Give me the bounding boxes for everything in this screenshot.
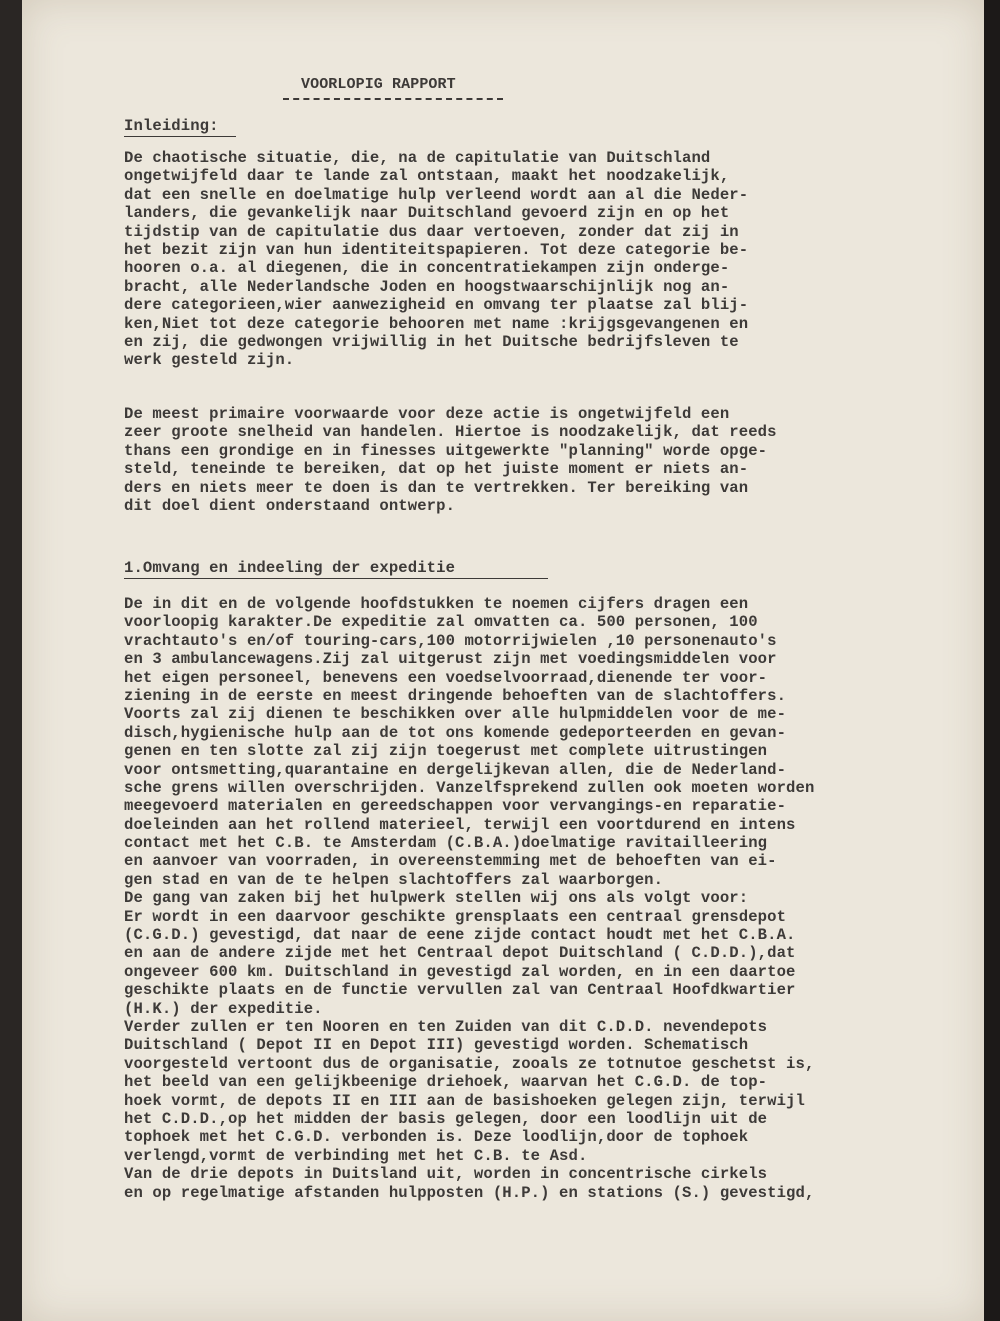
text-line: verlengd,vormt de verbinding met het C.B. te Asd. [124,1146,588,1165]
text-line: en zij, die gedwongen vrijwillig in het Duitsche bedrijfsleven te [124,332,739,351]
text-line: dit doel dient onderstaand ontwerp. [124,496,456,515]
text-line: werk gesteld zijn. [124,351,295,370]
text-line: voorgesteld vertoont dus de organisatie, zooals ze totnutoe geschetst is, [124,1054,815,1073]
text-line: landers, die gevankelijk naar Duitschland gevoerd zijn en op het [124,204,730,223]
text-line: hooren o.a. al diegenen, die in concentratiekampen zijn onderge- [124,259,730,278]
scan-border [984,0,1000,1321]
text-line: Duitschland ( Depot II en Depot III) gevestigd worden. Schematisch [124,1036,749,1055]
text-line: steld, teneinde te bereiken, dat op het juiste moment er niets an- [124,460,749,479]
text-line: voor ontsmetting,quarantaine en dergelijkevan allen, die de Nederland- [124,760,787,779]
text-line: De in dit en de volgende hoofdstukken te noemen cijfers dragen een [124,595,749,613]
text-line: en aanvoer van voorraden, in overeenstemming met de behoeften van ei- [124,852,777,871]
text-line: en 3 ambulancewagens.Zij zal uitgerust zijn met voedingsmiddelen voor [124,650,777,669]
text-line: doeleinden aan het rollend materieel, terwijl een voortdurend en intens [124,815,796,834]
text-line: ongeveer 600 km. Duitschland in gevestigd zal worden, en in een daartoe [124,962,796,981]
text-line: De gang van zaken bij het hulpwerk stellen wij ons als volgt voor: [124,889,749,908]
title-underline [283,98,503,100]
text-line: contact met het C.B. te Amsterdam (C.B.A.)doelmatige ravitailleering [124,834,768,853]
text-line: het beeld van een gelijkbeenige driehoek, waarvan het C.G.D. de top- [124,1073,768,1092]
text-line: Voorts zal zij dienen te beschikken over alle hulpmiddelen voor de me- [124,705,787,724]
text-line: ziening in de eerste en meest dringende behoeften van de slachtoffers. [124,686,787,705]
text-line: De meest primaire voorwaarde voor deze actie is ongetwijfeld een [124,405,730,423]
intro-heading: Inleiding: [124,117,219,135]
text-line: tophoek met het C.G.D. verbonden is. Deze loodlijn,door de tophoek [124,1128,749,1147]
text-line: en op regelmatige afstanden hulpposten (H.P.) en stations (S.) gevestigd, [124,1183,815,1202]
document-title: VOORLOPIG RAPPORT [301,76,456,93]
text-line: dere categorieen,wier aanwezigheid en omvang ter plaatse zal blij- [124,296,749,315]
text-line: en aan de andere zijde met het Centraal depot Duitschland ( C.D.D.),dat [124,944,796,963]
text-line: het C.D.D.,op het midden der basis gelegen, door een loodlijn uit de [124,1109,768,1128]
section-1-heading: 1.Omvang en indeeling der expeditie [124,559,456,577]
text-line: het bezit zijn van hun identiteitspapieren. Tot deze categorie be- [124,240,749,259]
text-line: ongetwijfeld daar te lande zal ontstaan, maakt het noodzakelijk, [124,167,730,186]
text-line: sche grens willen overschrijden. Vanzelfsprekend zullen ook moeten worden [124,778,815,797]
section-1-heading-underline [124,578,548,579]
text-line: (H.K.) der expeditie. [124,999,323,1018]
text-line: thans een grondige en in finesses uitgewerkte "planning" worde opge- [124,441,768,460]
text-line: zeer groote snelheid van handelen. Hiertoe is noodzakelijk, dat reeds [124,423,777,442]
text-line: Verder zullen er ten Nooren en ten Zuiden van dit C.D.D. nevendepots [124,1017,768,1036]
intro-paragraph-2 [124,405,777,515]
text-line: (C.G.D.) gevestigd, dat naar de eene zijde contact houdt met het C.B.A. [124,926,796,945]
text-line: meegevoerd materialen en gereedschappen voor vervangings-en reparatie- [124,797,787,816]
text-line: genen en ten slotte zal zij zijn toegerust met complete uitrustingen [124,742,768,761]
text-line: disch,hygienische hulp aan de tot ons komende gedeporteerden en gevan- [124,723,787,742]
text-line: Van de drie depots in Duitsland uit, worden in concentrische cirkels [124,1165,768,1184]
text-line: dat een snelle en doelmatige hulp verleend wordt aan al die Neder- [124,185,749,204]
text-line: gen stad en van de te helpen slachtoffers zal waarborgen. [124,870,664,889]
text-line: Er wordt in een daarvoor geschikte grensplaats een centraal grensdepot [124,907,787,926]
intro-heading-underline [124,136,236,137]
text-line: vrachtauto's en/of touring-cars,100 motorrijwielen ,10 personenauto's [124,631,777,650]
text-line: hoek vormt, de depots II en III aan de basishoeken gelegen zijn, terwijl [124,1091,805,1110]
section-1-paragraph [124,595,814,1202]
text-line: De chaotische situatie, die, na de capitulatie van Duitschland [124,149,711,167]
text-line: het eigen personeel, benevens een voedselvoorraad,dienende ter voor- [124,668,768,687]
text-line: ken,Niet tot deze categorie behooren met name :krijgsgevangenen en [124,314,749,333]
intro-paragraph-1 [124,149,748,370]
text-line: tijdstip van de capitulatie dus daar vertoeven, zonder dat zij in [124,222,739,241]
text-line: ders en niets meer te doen is dan te vertrekken. Ter bereiking van [124,478,749,497]
text-line: bracht, alle Nederlandsche Joden en hoogstwaarschijnlijk nog an- [124,277,730,296]
text-line: geschikte plaats en de functie vervullen zal van Centraal Hoofdkwartier [124,981,796,1000]
text-line: voorloopig karakter.De expeditie zal omvatten ca. 500 personen, 100 [124,613,758,632]
